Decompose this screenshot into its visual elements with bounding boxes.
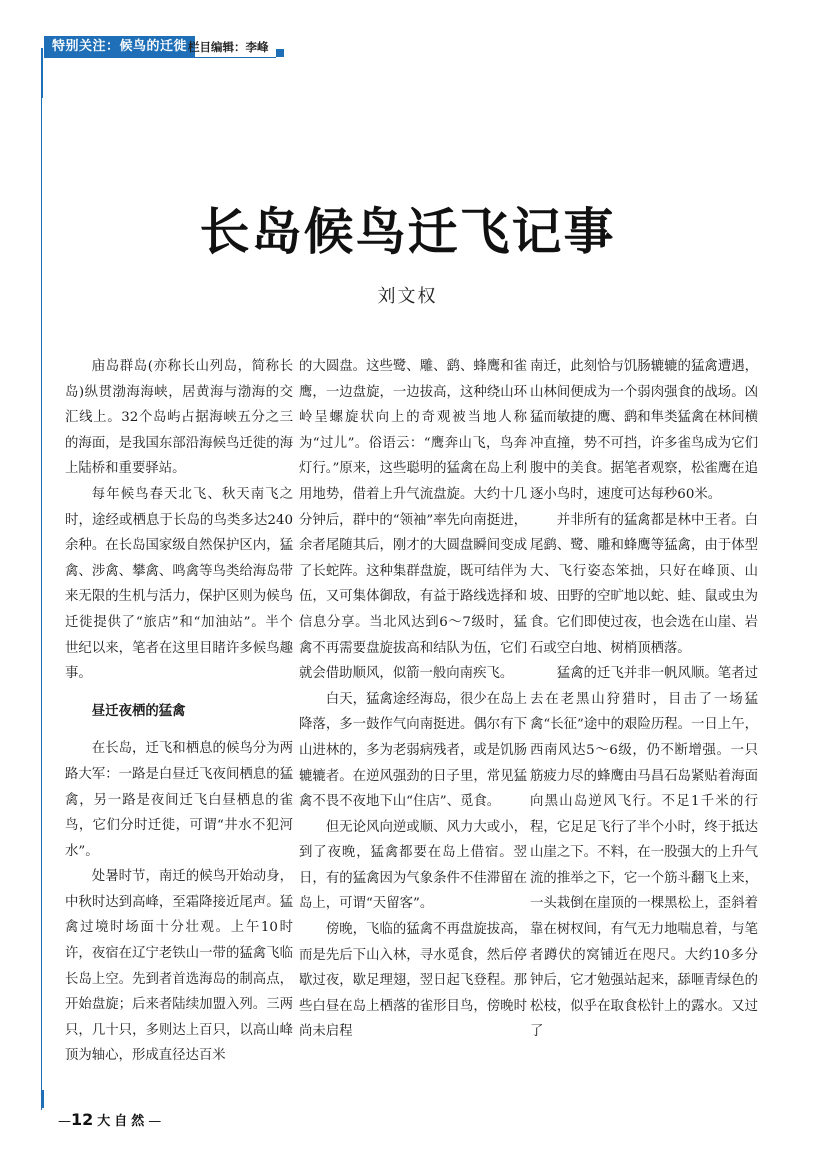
article-author: 刘文权 xyxy=(377,286,438,307)
section-tag: 特别关注：候鸟的迁徙 xyxy=(44,36,195,58)
paragraph-continued: 南迁，此刻恰与饥肠辘辘的猛禽遭遇，山林间便成为一个弱肉强食的战场。凶猛而敏捷的鹰、鹞和隼类猛禽在林间横冲直撞，势不可挡，许多雀鸟成为它们腹中的美食。据笔者观察，松雀鹰在追逐小鸟时，速度可达每秒60米。 xyxy=(530,359,758,502)
header-square-ornament xyxy=(276,49,284,57)
paragraph: 猛禽的迁飞并非一帆风顺。笔者过去在老黑山狩猎时，目击了一场猛禽“长征”途中的艰险历程。一日上午，西南风达5～6级，仍不断增强。一只筋疲力尽的蜂鹰由马昌石岛紧贴着海面向黑山岛逆风飞行。不足1千米的行程，它足足飞行了半个小时，终于抵达山崖之下。不料，在一股强大的上升气流的推举之下，它一个筋斗翻飞上来，一头栽倒在崖顶的一棵黑松上，歪斜着靠在树杈间，有气无力地喘息着，与笔者蹲伏的窝铺近在咫尺。大约10多分钟后，它才勉强站起来，舔咂青绿色的松枝，似乎在取食松针上的露水。又过了 xyxy=(530,666,758,1040)
margin-rule-top-accent xyxy=(41,48,43,98)
paragraph-continued: 的大圆盘。这些鹭、雕、鹞、蜂鹰和雀鹰，一边盘旋，一边拔高，这种绕山环岭呈螺旋状向上的奇观被当地人称为“过儿”。俗语云：“鹰奔山飞，鸟奔灯行。”原来，这些聪明的猛禽在岛上利用地势，借着上升气流盘旋。大约十几分钟后，群中的“领袖”率先向南挺进，余者尾随其后，刚才的大圆盘瞬间变成了长蛇阵。这种集群盘旋，既可结伴为伍，又可集体御敌，有益于路线选择和信息分享。当北风达到6～7级时，猛禽不再需要盘旋拔高和结队为伍，它们就会借助顺风，似箭一般向南疾飞。 xyxy=(299,359,527,682)
column-editor: 栏目编辑：李峰 xyxy=(188,40,269,54)
paragraph: 处暑时节，南迁的候鸟开始动身，中秋时达到高峰，至霜降接近尾声。猛禽过境时场面十分壮观。上午10时许，夜宿在辽宁老铁山一带的猛禽飞临长岛上空。先到者首选海岛的制高点，开始盘旋；后来者陆续加盟入列。三两只，几十只，多则达上百只，以高山峰顶为轴心，形成直径达百米 xyxy=(65,869,293,1064)
section-subheading: 昼迁夜栖的猛禽 xyxy=(91,703,186,719)
paragraph: 白天，猛禽途经海岛，很少在岛上降落，多一鼓作气向南挺进。偶尔有下山进林的，多为老弱病残者，或是饥肠辘辘者。在逆风强劲的日子里，常见猛禽不畏不夜地下山“住店”、觅食。 xyxy=(299,691,527,810)
page-number: 12 xyxy=(71,1110,94,1129)
page-footer xyxy=(58,1108,161,1132)
paragraph: 每年候鸟春天北飞、秋天南飞之时，途经或栖息于长岛的鸟类多达240余种。在长岛国家级自然保护区内，猛禽、涉禽、攀禽、鸣禽等鸟类给海岛带来无限的生机与活力，保护区则为候鸟迁徙提供了“旅店”和“加油站”。半个世纪以来，笔者在这里目睹许多候鸟趣事。 xyxy=(65,486,293,682)
article-title: 长岛候鸟迁飞记事 xyxy=(199,201,616,261)
paragraph: 在长岛，迁飞和栖息的候鸟分为两路大军：一路是白昼迁飞夜间栖息的猛禽，另一路是夜间迁飞白昼栖息的雀鸟，它们分时迁徙，可谓“井水不犯河水”。 xyxy=(65,741,293,859)
magazine-name: 大自然 xyxy=(97,1114,149,1129)
text-column-2 xyxy=(299,354,527,1094)
paragraph: 并非所有的猛禽都是林中王者。白尾鹞、鹭、雕和蜂鹰等猛禽，由于体型大、飞行姿态笨拙，只好在峰顶、山坡、田野的空旷地以蛇、蛙、鼠或虫为食。它们即使过夜，也会选在山崖、岩石或空白地、树梢顶栖落。 xyxy=(530,512,758,656)
footer-dash-right: — xyxy=(148,1114,162,1129)
paragraph: 但无论风向逆或顺、风力大或小，到了夜晚，猛禽都要在岛上借宿。翌日，有的猛禽因为气象条件不佳滞留在岛上，可谓“天留客”。 xyxy=(299,819,527,912)
text-column-3 xyxy=(530,354,758,1094)
paragraph: 庙岛群岛(亦称长山列岛，简称长岛)纵贯渤海海峡，居黄海与渤海的交汇线上。32个岛屿占据海峡五分之三的海面，是我国东部沿海候鸟迁徙的海上陆桥和重要驿站。 xyxy=(65,359,293,477)
footer-dash-left: — xyxy=(58,1114,71,1129)
header-rule xyxy=(44,57,276,58)
paragraph: 傍晚，飞临的猛禽不再盘旋拔高，而是先后下山入林，寻水觅食，然后停歇过夜，歇足理翅，翌日起飞登程。那些白昼在岛上栖落的雀形目鸟，傍晚时尚未启程 xyxy=(299,922,527,1040)
text-column-1 xyxy=(65,354,293,1094)
margin-rule-bottom-accent xyxy=(41,1090,44,1108)
